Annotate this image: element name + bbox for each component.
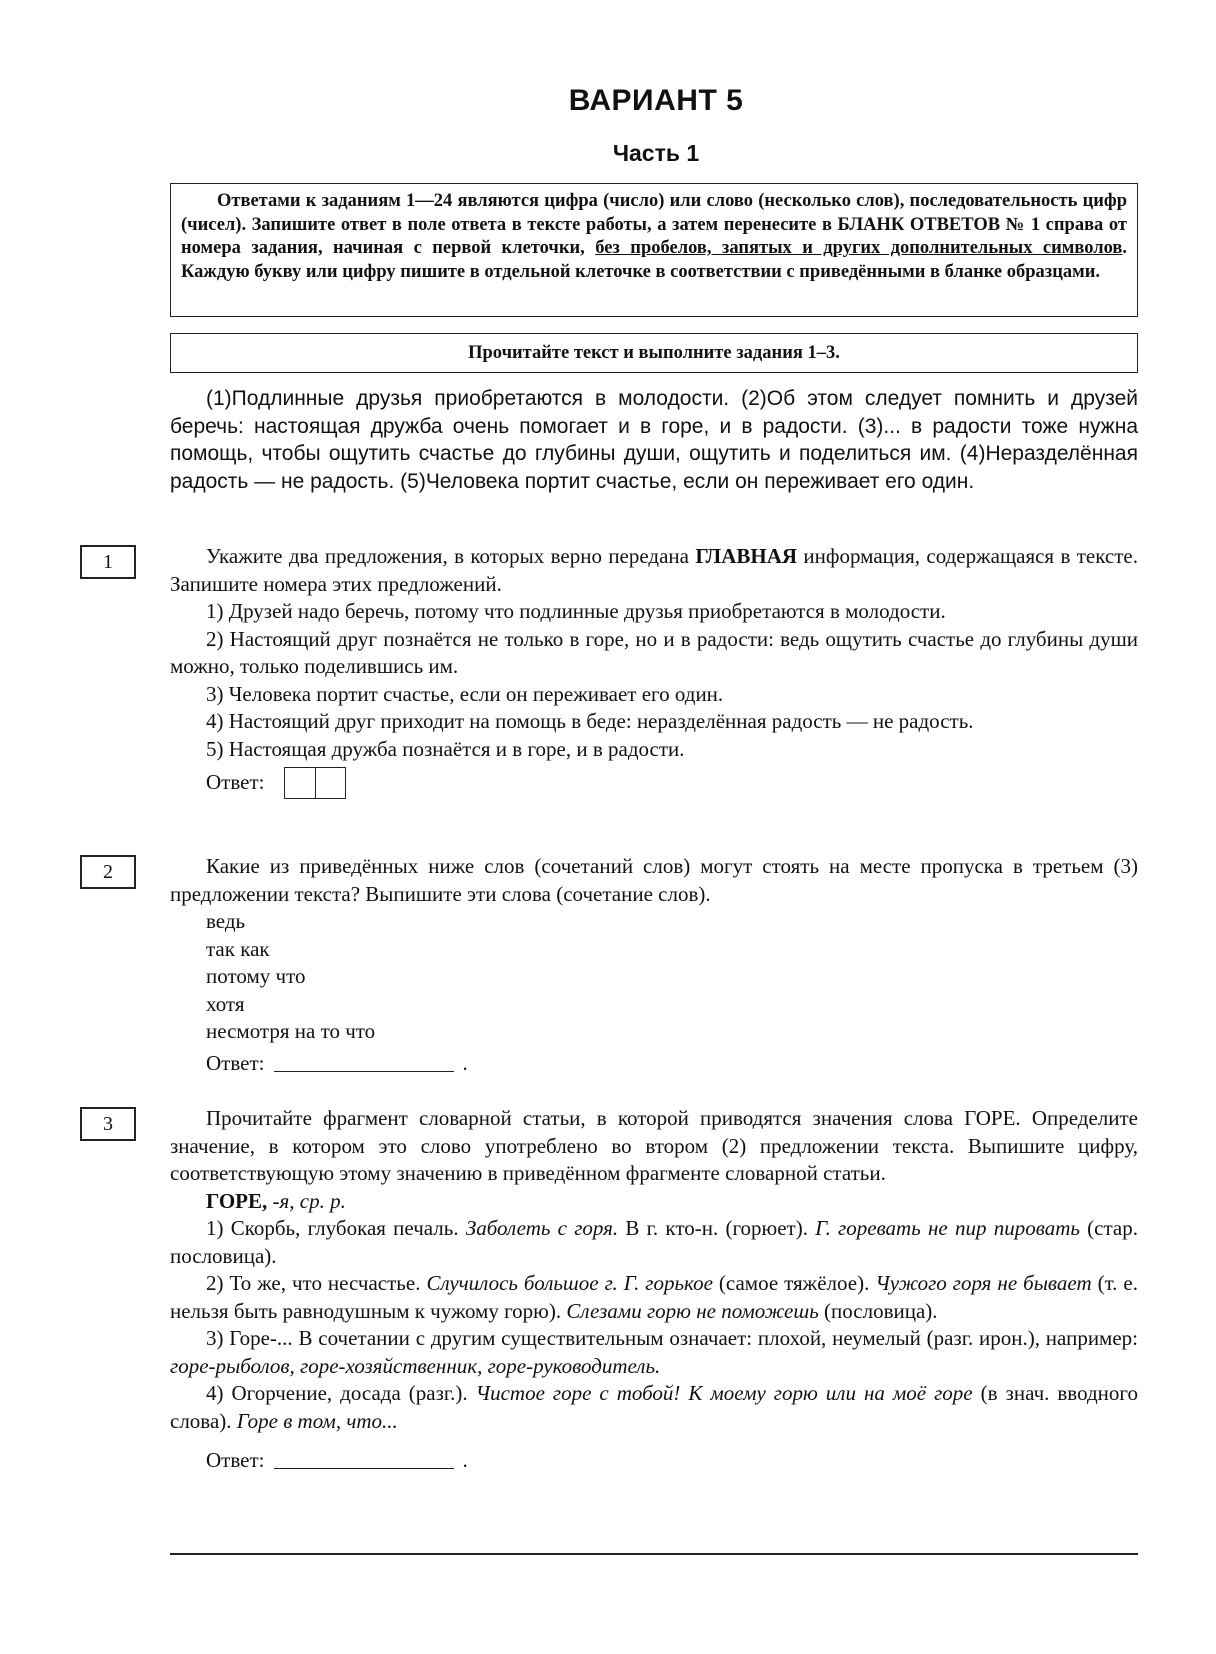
meaning-segment: В г. кто-н. (горюет). [618, 1216, 816, 1240]
task3-answer-label: Ответ: [206, 1448, 265, 1472]
task1-option: 3) Человека портит счастье, если он переживает его один. [206, 681, 724, 706]
answer-cell[interactable] [315, 768, 345, 798]
meaning-segment: 4) Огорчение, досада (разг.). [206, 1381, 476, 1405]
task2-word: так как [206, 936, 270, 961]
instructions-underlined: без пробелов, запятых и других дополнительных символов [595, 238, 1123, 258]
meaning-segment: горе-рыболов, горе-хозяйственник, горе-руководитель. [170, 1353, 661, 1378]
meaning-segment: Слезами горю не поможешь [566, 1298, 819, 1323]
task1-prompt-bold: ГЛАВНАЯ [695, 544, 798, 568]
task1-answer-cells[interactable] [284, 767, 346, 799]
task-2 [170, 853, 1138, 1077]
meaning-segment: Случилось большое г. Г. горькое [426, 1271, 713, 1295]
dictionary-meaning [170, 1270, 1138, 1325]
part-title: Часть 1 [612, 140, 700, 166]
dictionary-headword-line [170, 1188, 1138, 1216]
task2-answer-label: Ответ: [206, 1050, 265, 1075]
read-prompt: Прочитайте текст и выполните задания 1–3. [468, 343, 840, 363]
passage-text: (1)Подлинные друзья приобретаются в молодости. (2)Об этом следует помнить и друзей беречь: настоящая дружба очень помогает и в горе, и в радости. (3)... в радости тоже нужна помощь, чтобы ощутить счастье до глубины души, ощутить и поделиться им. (4)Неразделённая радость — не радость. (5)Человека портит счастье, если он переживает его один. [170, 387, 1138, 493]
task-number-3: 3 [80, 1107, 136, 1141]
task2-answer-blank[interactable] [274, 1055, 454, 1072]
meaning-segment: Чистое горе с тобой! К моему горю или на моё горе [475, 1381, 973, 1405]
meaning-segment: Чужого горя не бывает [875, 1271, 1092, 1295]
variant-title: ВАРИАНТ 5 [568, 84, 744, 117]
meaning-segment: (т. е. нельзя быть равнодушным к чужому горю). [170, 1271, 1138, 1323]
meaning-segment: Г. горевать не пир пировать [815, 1216, 1080, 1240]
task2-prompt: Какие из приведённых ниже слов (сочетаний слов) могут стоять на месте пропуска в третьем (3) предложении текста? Выпишите эти слова (сочетание слов). [170, 854, 1138, 906]
task1-option: 2) Настоящий друг познаётся не только в горе, но и в радости: ведь ощутить счастье до глубины души можно, только поделившись им. [170, 626, 1138, 678]
instructions-text-2: . Каждую букву или цифру пишите в отдельной клеточке в соответствии с приведёнными в бланке образцами. [181, 238, 1127, 282]
task1-answer-label: Ответ: [206, 770, 265, 795]
task1-option: 4) Настоящий друг приходит на помощь в беде: неразделённая радость — не радость. [206, 709, 974, 733]
task1-prompt-a: Укажите два предложения, в которых верно передана [206, 544, 696, 568]
instructions-box [170, 183, 1138, 317]
task3-answer [170, 1447, 1138, 1475]
meaning-segment: (самое тяжёлое). [712, 1271, 876, 1295]
task1-option: 5) Настоящая дружба познаётся и в горе, и в радости. [206, 736, 685, 761]
task2-word: хотя [206, 991, 245, 1016]
dictionary-grammar: -я, ср. р. [267, 1188, 346, 1213]
task3-answer-end: . [462, 1448, 468, 1472]
task-1 [170, 543, 1138, 799]
dictionary-meaning [170, 1380, 1138, 1435]
dictionary-meaning [170, 1215, 1138, 1270]
task-3 [170, 1105, 1138, 1475]
read-prompt-box [170, 333, 1138, 373]
meaning-segment: (стар. пословица). [170, 1216, 1138, 1268]
meaning-segment: 1) Скорбь, глубокая печаль. [206, 1216, 466, 1240]
task3-prompt: Прочитайте фрагмент словарной статьи, в которой приводятся значения слова ГОРЕ. Определите значение, в котором это слово употреблено во втором (2) предложении текста. Выпишите цифру, соответствующую этому значению в приведённом фрагменте словарной статьи. [170, 1106, 1138, 1185]
task2-word: потому что [206, 964, 306, 988]
task-number-1: 1 [80, 545, 136, 579]
meaning-segment: Горе в том, что... [236, 1408, 398, 1433]
bottom-rule [170, 1553, 1138, 1555]
task1-prompt-b: информация, содержащаяся в тексте. Запишите номера этих предложений. [170, 544, 1138, 596]
task1-answer [170, 767, 1138, 799]
meaning-segment: Заболеть с горя. [465, 1216, 619, 1240]
task1-option: 1) Друзей надо беречь, потому что подлинные друзья приобретаются в молодости. [206, 599, 946, 623]
task2-word: ведь [206, 909, 246, 933]
meaning-segment: 2) То же, что несчастье. [206, 1271, 427, 1295]
passage [170, 385, 1138, 495]
answer-cell[interactable] [285, 768, 315, 798]
task2-word: несмотря на то что [206, 1019, 376, 1043]
meaning-segment: (в знач. вводного слова). [170, 1381, 1138, 1433]
dictionary-headword: ГОРЕ, [206, 1188, 268, 1213]
task2-answer [170, 1050, 1138, 1078]
task-number-2: 2 [80, 855, 136, 889]
meaning-segment: (пословица). [818, 1298, 938, 1323]
task2-answer-end: . [462, 1050, 468, 1075]
meaning-segment: 3) Горе-... В сочетании с другим существительным означает: плохой, неумелый (разг. ирон.), например: [206, 1326, 1138, 1350]
dictionary-meaning [170, 1325, 1138, 1380]
instructions-text-1: Ответами к заданиям 1—24 являются цифра (число) или слово (несколько слов), последовательность цифр (чисел). Запишите ответ в поле ответа в тексте работы, а затем перенесите в БЛАНК ОТВЕТОВ № 1 справа от номера задания, начиная с первой клеточки, [181, 191, 1127, 258]
task3-answer-blank[interactable] [274, 1452, 454, 1469]
